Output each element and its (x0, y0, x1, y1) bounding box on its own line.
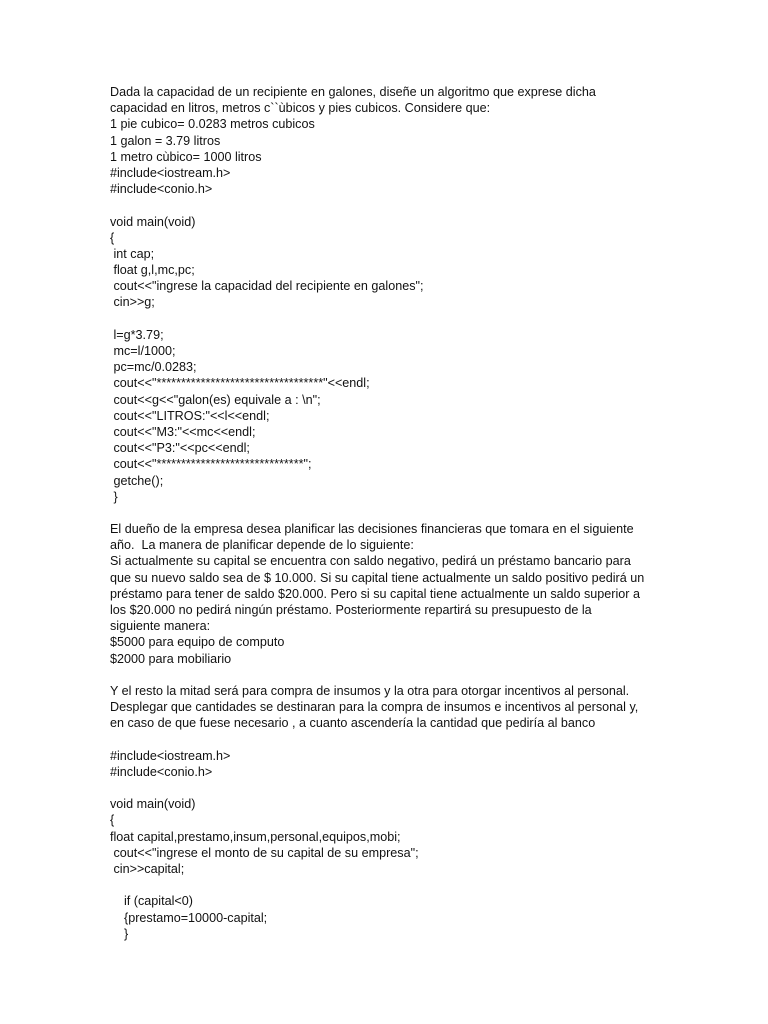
text-line: 1 galon = 3.79 litros (110, 133, 221, 148)
text-line: } (110, 926, 129, 941)
text-line: en caso de que fuese necesario , a cuanto ascendería la cantidad que pediría al banco (110, 716, 596, 731)
text-line: #include<iostream.h> (110, 748, 231, 763)
blank-line (110, 780, 750, 796)
text-line: cout<<"LITROS:"<<l<<endl; (110, 408, 270, 423)
text-line: l=g*3.79; (110, 327, 164, 342)
text-line: $5000 para equipo de computo (110, 635, 285, 650)
text-line: getche(); (110, 473, 164, 488)
blank-line (110, 197, 750, 213)
text-line: { (110, 230, 115, 245)
text-line: 1 metro cùbico= 1000 litros (110, 149, 262, 164)
text-line: float capital,prestamo,insum,personal,equipos,mobi; (110, 829, 401, 844)
text-line: cout<<"ingrese la capacidad del recipiente en galones"; (110, 279, 424, 294)
text-line: siguiente manera: (110, 619, 211, 634)
text-line: cout<<"******************************"; (110, 457, 312, 472)
text-line: { (110, 813, 115, 828)
text-line: los $20.000 no pedirá ningún préstamo. Posteriormente repartirá su presupuesto de la (110, 603, 592, 617)
text-line: cout<<"P3:"<<pc<<endl; (110, 441, 250, 456)
text-line: que su nuevo saldo sea de $ 10.000. Si su capital tiene actualmente un saldo positivo pedirá un (110, 570, 645, 585)
text-line: Y el resto la mitad será para compra de insumos y la otra para otorgar incentivos al personal. (110, 683, 630, 698)
text-line: if (capital<0) (110, 894, 193, 909)
blank-line (110, 505, 750, 521)
text-line: capacidad en litros, metros c``ùbicos y pies cubicos. Considere que: (110, 101, 491, 116)
text-line: #include<conio.h> (110, 764, 213, 779)
text-line: mc=l/1000; (110, 344, 176, 358)
text-line: #include<conio.h> (110, 182, 213, 197)
text-line: pc=mc/0.0283; (110, 360, 197, 375)
text-line: año. La manera de planificar depende de lo siguiente: (110, 538, 414, 553)
text-line: int cap; (110, 246, 155, 261)
text-line: cin>>capital; (110, 862, 185, 876)
text-line: Desplegar que cantidades se destinaran para la compra de insumos e incentivos al personal y, (110, 700, 639, 715)
text-line: } (110, 489, 118, 504)
text-line: #include<iostream.h> (110, 165, 231, 180)
text-line: float g,l,mc,pc; (110, 263, 195, 278)
text-line: cout<<g<<"galon(es) equivale a : \n"; (110, 392, 321, 407)
blank-line (110, 732, 750, 748)
text-line: cin>>g; (110, 295, 155, 310)
text-line: 1 pie cubico= 0.0283 metros cubicos (110, 117, 315, 132)
document-page (110, 84, 750, 942)
blank-line (110, 667, 750, 683)
text-line: El dueño de la empresa desea planificar las decisiones financieras que tomara en el siguiente (110, 522, 634, 537)
text-line: {prestamo=10000-capital; (110, 910, 268, 925)
text-line: cout<<"ingrese el monto de su capital de su empresa"; (110, 845, 419, 860)
text-line: cout<<"M3:"<<mc<<endl; (110, 424, 256, 439)
blank-line (110, 311, 750, 327)
text-line: préstamo para tener de saldo $20.000. Pero si su capital tiene actualmente un saldo superior a (110, 586, 640, 601)
text-line: void main(void) (110, 797, 196, 812)
text-line: cout<<"**********************************"<<endl; (110, 376, 370, 391)
text-line: Dada la capacidad de un recipiente en galones, diseñe un algoritmo que exprese dicha (110, 85, 596, 99)
text-line: $2000 para mobiliario (110, 651, 232, 666)
text-line: Si actualmente su capital se encuentra con saldo negativo, pedirá un préstamo bancario para (110, 554, 631, 569)
text-line: void main(void) (110, 214, 196, 229)
blank-line (110, 877, 750, 893)
